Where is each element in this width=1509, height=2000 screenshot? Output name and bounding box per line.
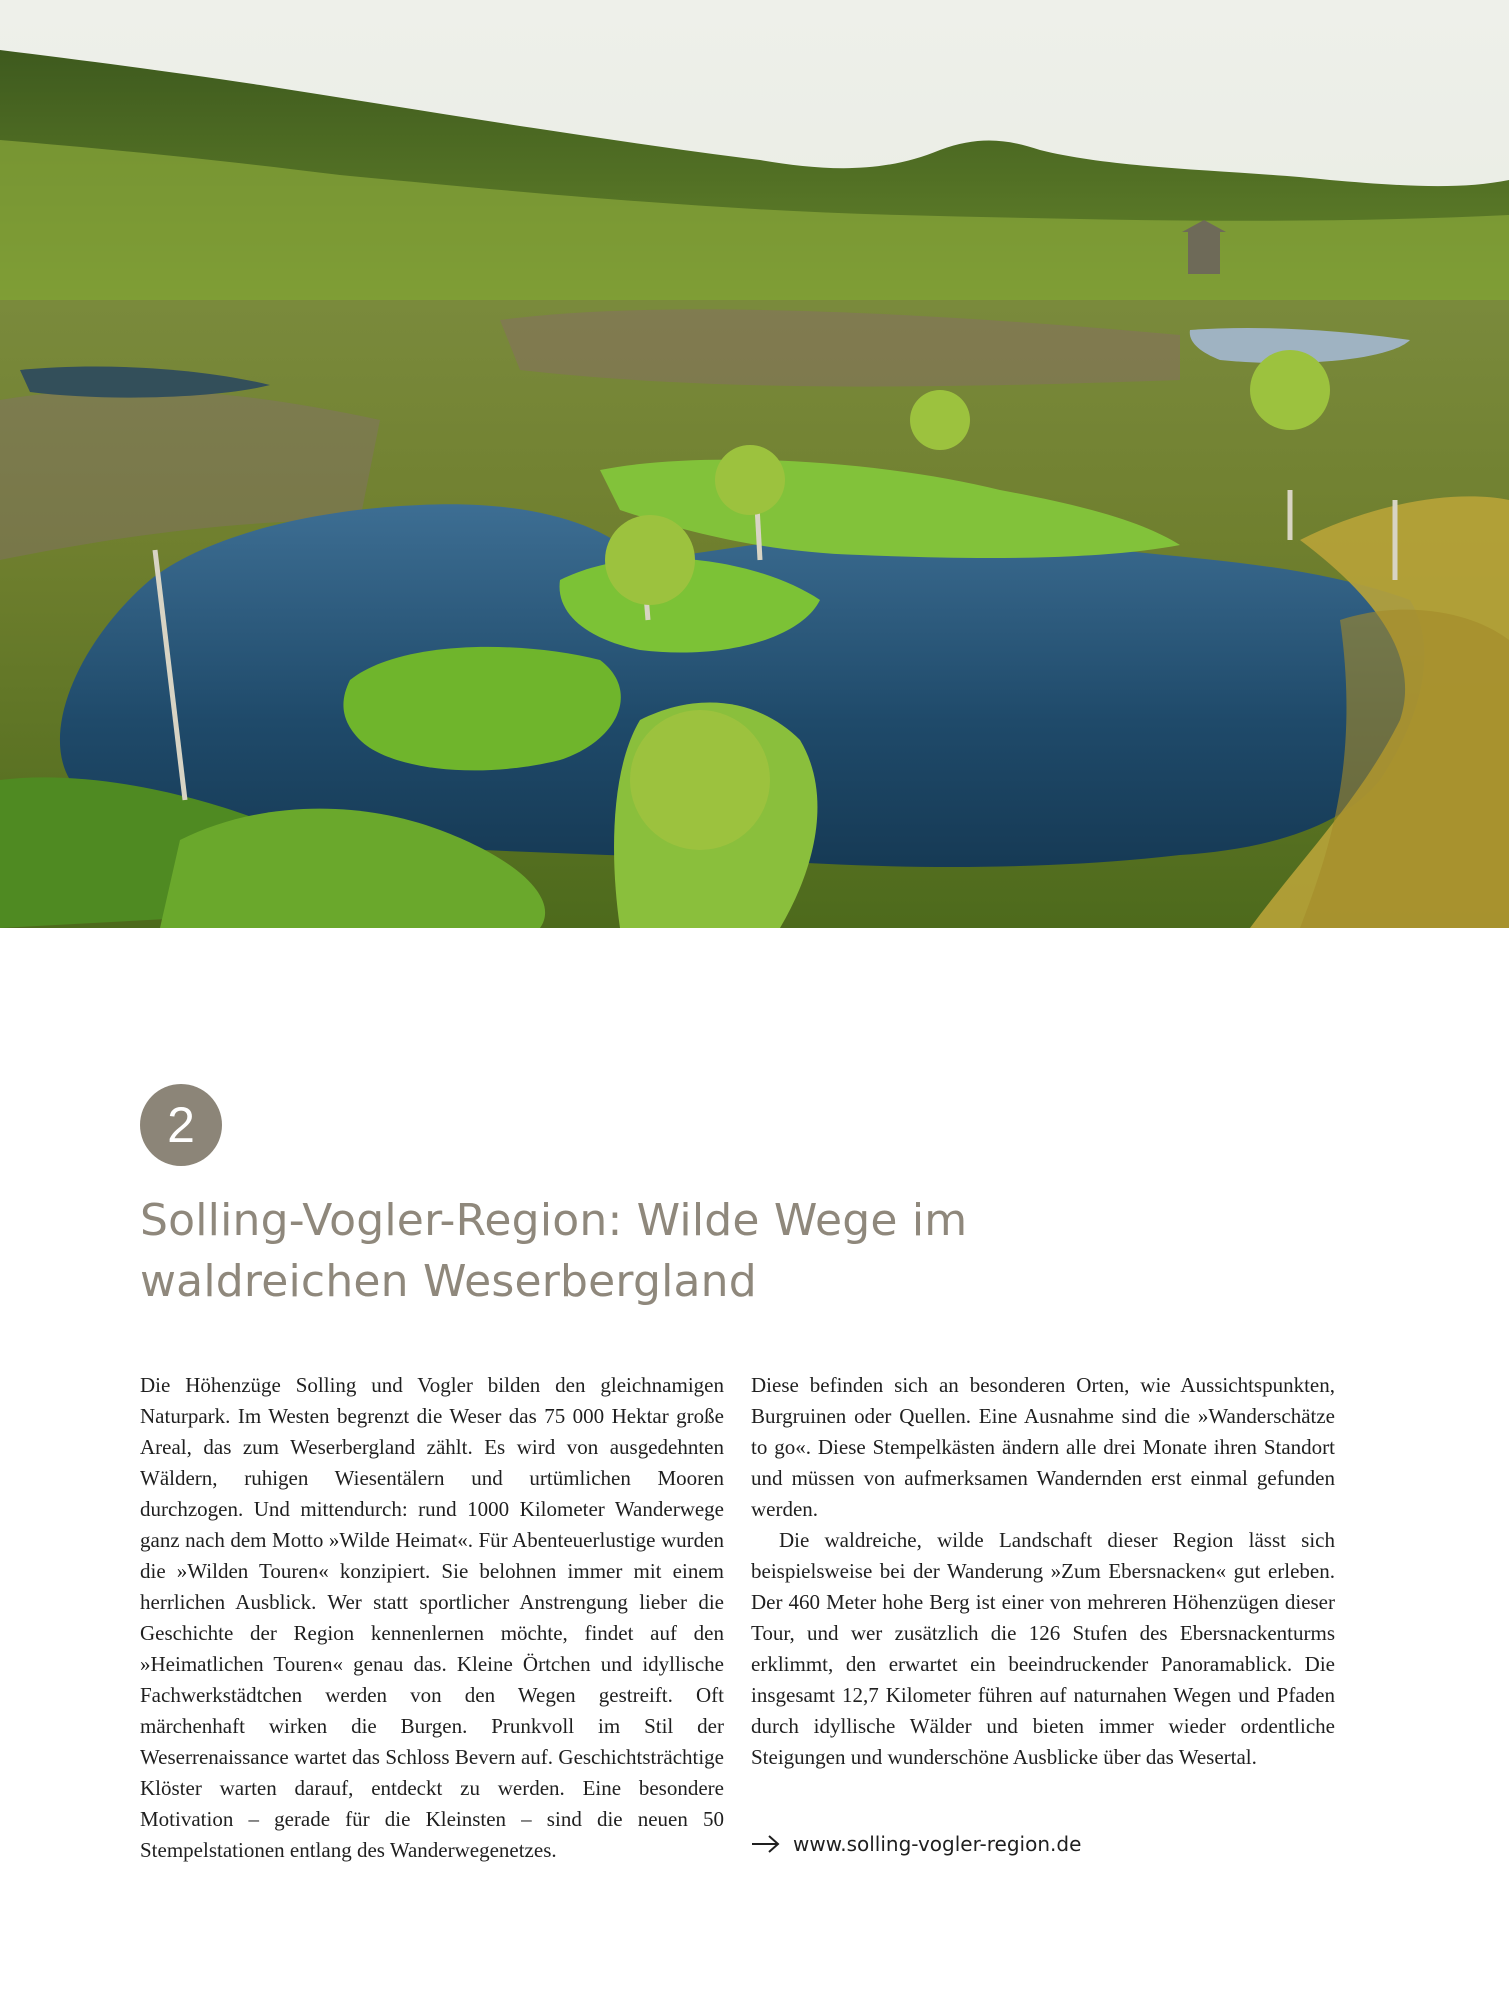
arrow-right-icon: [751, 1834, 781, 1854]
body-paragraph-1: Die Höhenzüge Solling und Vogler bilden den gleichnamigen Naturpark. Im Westen begrenzt die Weser das 75 000 Hektar große Areal, das zum Weserbergland zählt. Es wird von ausgedehnten Wäldern, ruhigen Wiesentälern und urtümlichen Mooren durchzogen. Und mittendurch: rund 1000 Kilometer Wanderwege ganz nach dem Motto »Wilde Heimat«. Für Abenteuerlustige wurden die »Wilden Touren« konzipiert. Sie belohnen immer mit einem herrlichen Ausblick. Wer statt sportlicher Anstrengung lieber die Geschichte der Region kennenlernen möchte, findet auf den »Heimatlichen Touren« genau das. Kleine Örtchen und idyllische Fachwerkstädtchen werden von den Wegen gestreift. Oft märchenhaft wirken die Burgen. Prunkvoll im Stil der Weserrenaissance wartet das Schloss Bevern auf. Geschichtsträchtige Klöster warten darauf, entdeckt zu werden. Eine besondere Motivation – gerade für die Kleinsten – sind die neuen 50 Stempelstationen entlang des Wanderwegenetzes.: [140, 1373, 724, 1862]
title-line-1: Solling-Vogler-Region: Wilde Wege im: [140, 1195, 968, 1246]
body-paragraph-3: Die waldreiche, wilde Landschaft dieser Region lässt sich beispielsweise bei der Wanderung »Zum Ebersnacken« gut erleben. Der 460 Meter hohe Berg ist einer von mehreren Höhenzügen dieser Tour, und wer zusätzlich die 126 Stufen des Ebersnackenturms erklimmt, den erwartet ein beeindruckender Panoramablick. Die insgesamt 12,7 Kilometer führen auf naturnahen Wegen und Pfaden durch idyllische Wälder und bieten immer wieder ordentliche Steigungen und wunderschöne Ausblicke über das Wesertal.: [751, 1528, 1335, 1769]
section-number-badge: [140, 1084, 222, 1166]
body-paragraph-2: Diese befinden sich an besonderen Orten, wie Aussichtspunkten, Burgruinen oder Quellen. Eine Ausnahme sind die »Wanderschätze to go«. Diese Stempelkästen ändern alle drei Monate ihren Standort und müssen von aufmerksamen Wandernden erst einmal gefunden werden.: [751, 1373, 1335, 1521]
website-url[interactable]: www.solling-vogler-region.de: [793, 1832, 1082, 1856]
website-link[interactable]: [751, 1832, 1081, 1856]
section-number: 2: [167, 1097, 195, 1153]
moor-landscape-photo: [0, 0, 1509, 928]
text-column-right: [751, 1370, 1335, 1773]
text-column-left: [140, 1370, 724, 1866]
article-title: [140, 1190, 1240, 1312]
title-line-2: waldreichen Weserbergland: [140, 1256, 757, 1307]
